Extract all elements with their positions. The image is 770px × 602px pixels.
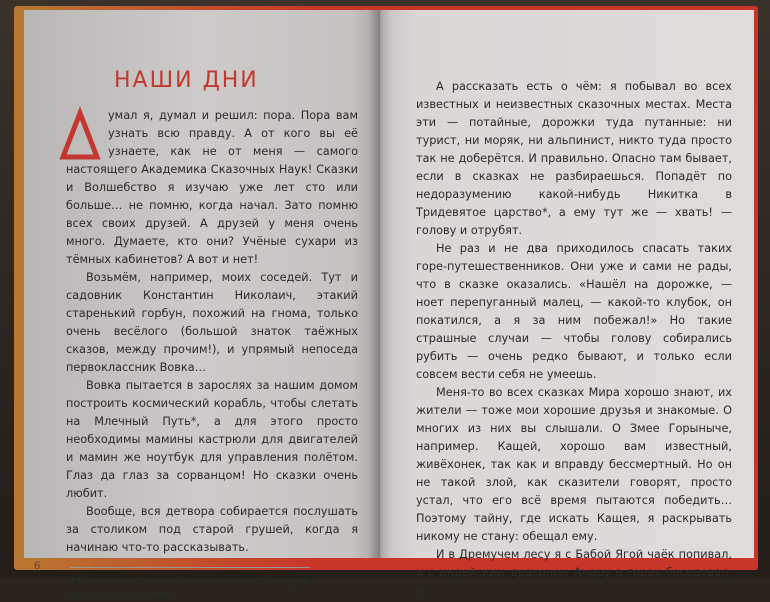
footnote: * Объяснение слов, отмеченных значком *, смотри в словаре в конце книги. <box>70 567 310 602</box>
drop-cap-triangle-icon <box>60 109 100 161</box>
paragraph: умал я, думал и решил: пора. Пора вам узнать всю правду. А от кого вы её узнаете, как не от меня — самого настоящего Академика Сказочных Наук! Сказки и Волшебство я изучаю уже лет сто или больше… не помню, когда начал. Зато помню всех своих друзей. А друзей у меня очень много. Думаете, кто они? Учёные сухари из тёмных кабинетов? А вот и нет! <box>66 109 358 266</box>
right-page <box>380 10 754 597</box>
left-page <box>24 10 380 600</box>
book-gutter <box>368 10 392 558</box>
first-paragraph-block <box>66 107 358 269</box>
paragraph: И в Дремучем лесу я с Бабой Ягой чаёк попивал, и с индейским драконом Амару в горах беседовал, и <box>416 548 732 597</box>
paragraph: Не раз и не два приходилось спасать таких горе-путешественников. Они уже и сами не рады, что в сказке оказались. «Нашёл на дорожке, — ноет перепуганный малец, — какой-то клубок, он покатился, а я за ним побежал!» Но такие страшные случаи — чтобы голову собирались рубить — очень редко бывают, и только если совсем вести себя не умеешь. <box>416 242 732 381</box>
chapter-heading: НАШИ ДНИ <box>114 68 259 93</box>
paragraph: А рассказать есть о чём: я побывал во всех известных и неизвестных сказочных местах. Места эти — потайные, дорожки туда путанные: ни турист, ни моряк, ни альпинист, никто туда просто так не доберётся. И правильно. Опасно там бывает, если в сказках не разбираешься. Попадёт по недоразумению какой-нибудь Никитка в Тридевятое царство*, а ему тут же — хвать! — голову и отрубят. <box>416 80 732 237</box>
paragraph: Вообще, вся детвора собирается послушать за столиком под старой грушей, когда я начинаю что-то рассказывать. <box>66 505 358 554</box>
paragraph: Вовка пытается в зарослях за нашим домом построить космический корабль, чтобы слетать на Млечный Путь*, а для этого просто необходимы мамины кастрюли для двигателей и мамин же ноутбук для управления полётом. Глаз да глаз за сорванцом! Но сказки очень любит. <box>66 379 358 500</box>
paragraph: Меня-то во всех сказках Мира хорошо знают, их жители — тоже мои хорошие друзья и знакомые. О многих из них вы слышали. О Змее Горыныче, например. Кащей, хорошо вам известный, живёхонек, так как и вправду бессмертный. Но он не такой злой, как сказители говорят, просто устал, что его всё время пытаются победить… Поэтому тайну, где искать Кащея, я раскрывать никому не стану: обещал ему. <box>416 386 732 543</box>
paragraph: Возьмём, например, моих соседей. Тут и садовник Константин Николаич, этакий старенький горбун, похожий на гнома, только очень весёлого (большой знаток таёжных сказов, между прочим!), и упрямый непоседа первоклассник Вовка… <box>66 271 358 374</box>
page-number: 6 <box>34 561 41 572</box>
